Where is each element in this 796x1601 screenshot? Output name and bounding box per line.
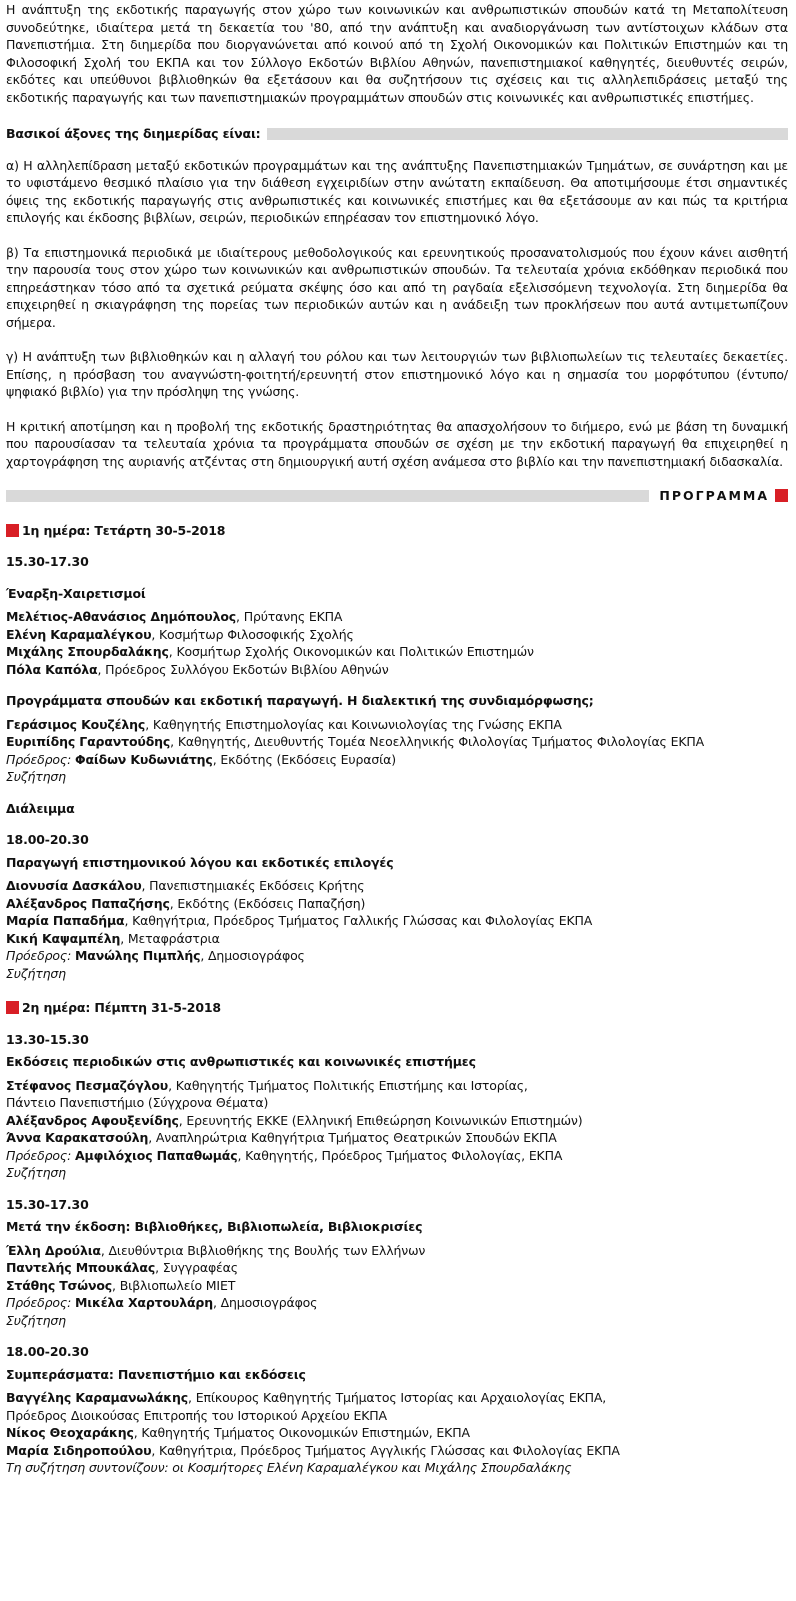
person-name: Γεράσιμος Κουζέλης	[6, 716, 146, 732]
axis-paragraph-a: α) Η αλληλεπίδραση μεταξύ εκδοτικών προγραμμάτων και της ανάπτυξης Πανεπιστημιακών Τμημάτων, σε συνάρτηση και με το υφιστάμενο θεσμικό πλαίσιο για την διάθεση εγχειριδίων στην ανώτατη εκπαίδευση. Θα αποτιμήσουμε έτσι σημαντικές όψεις της εκδοτικής παραγωγής στις ανθρωπιστικές και κοινωνικές επιστήμες και θα εξετάσουμε αν και πώς τα κριτήρια επιλογής και έκδοσης βιβλίων, σειρών, περιοδικών επηρέασαν τον επιστημονικό λόγο.	[6, 157, 788, 225]
day-1-title: 1η ημέρα: Τετάρτη 30-5-2018	[22, 522, 226, 538]
person-name: Έλλη Δρούλια	[6, 1242, 101, 1258]
person-name: Άννα Καρακατσούλη	[6, 1130, 149, 1145]
chair-line	[6, 947, 788, 965]
person-name: Βαγγέλης Καραμανωλάκης	[6, 1390, 189, 1405]
gray-rule	[267, 128, 788, 140]
list-item-continuation: Πάντειο Πανεπιστήμιο (Σύγχρονα Θέματα)	[6, 1095, 269, 1110]
session-time: 18.00-20.30	[6, 832, 89, 847]
speakers-list	[6, 1242, 788, 1330]
opening-title: Έναρξη-Χαιρετισμοί	[6, 585, 146, 601]
person-name: Μιχάλης Σπουρδαλάκης	[6, 644, 169, 659]
person-name: Παντελής Μπουκάλας	[6, 1260, 156, 1275]
axes-heading	[6, 125, 788, 143]
red-square-icon	[6, 1001, 19, 1014]
person-name: Πόλα Καπόλα	[6, 661, 98, 677]
day-2-title: 2η ημέρα: Πέμπτη 31-5-2018	[22, 1000, 221, 1015]
session-title: Συμπεράσματα: Πανεπιστήμιο και εκδόσεις	[6, 1366, 306, 1382]
person-role: , Αναπληρώτρια Καθηγήτρια Τμήματος Θεατρικών Σπουδών ΕΚΠΑ	[148, 1130, 557, 1145]
person-name: Στάθης Τσώνος	[6, 1277, 113, 1293]
person-role: , Διευθύντρια Βιβλιοθήκης της Βουλής των Ελλήνων	[100, 1242, 426, 1258]
person-name: Μελέτιος-Αθανάσιος Δημόπουλος	[6, 609, 237, 624]
person-role: , Καθηγητής Τμήματος Οικονομικών Επιστημών, ΕΚΠΑ	[133, 1425, 470, 1440]
day-1-heading	[6, 522, 788, 540]
list-item	[6, 1442, 788, 1460]
gray-rule	[6, 490, 649, 502]
axis-paragraph-b: β) Τα επιστημονικά περιοδικά με ιδιαίτερους μεθοδολογικούς και ερευνητικούς προσανατολισμούς που έχουν κάνει αισθητή την παρουσία τους στον χώρο των κοινωνικών και ανθρωπιστικών σπουδών. Τα τελευταία χρόνια εκδόθηκαν περιοδικά που επηρεάστηκαν τόσο από τα σχετικά ρεύματα σκέψης όσο και από τη ραγδαία εξελισσόμενη τεχνολογία. Στη διημερίδα θα επιχειρηθεί η σκιαγράφηση της πορείας των περιοδικών αυτών και η ανάδειξη των προκλήσεων που αυτά αντιμετωπίζουν σήμερα.	[6, 244, 788, 330]
list-item	[6, 1242, 788, 1260]
list-item	[6, 930, 788, 948]
person-name: Ελένη Καραμαλέγκου	[6, 626, 152, 642]
list-item	[6, 1129, 788, 1147]
person-role: , Καθηγήτρια, Πρόεδρος Τμήματος Αγγλικής Γλώσσας και Φιλολογίας ΕΚΠΑ	[151, 1442, 620, 1458]
person-role: , Ερευνητής ΕΚΚΕ (Ελληνική Επιθεώρηση Κοινωνικών Επιστημών)	[178, 1112, 583, 1128]
chair-line	[6, 1147, 788, 1165]
person-role: , Καθηγητής, Διευθυντής Τομέα Νεοελληνικής Φιλολογίας Τμήματος Φιλολογίας ΕΚΠΑ	[170, 734, 705, 749]
greetings-list	[6, 608, 788, 678]
list-item	[6, 1112, 788, 1130]
person-role: , Συγγραφέας	[155, 1260, 238, 1275]
red-square-icon	[775, 489, 788, 502]
person-role: , Εκδότης (Εκδόσεις Ευρασία)	[212, 751, 396, 767]
chair-line	[6, 751, 788, 769]
person-role: , Βιβλιοπωλείο ΜΙΕΤ	[112, 1277, 236, 1293]
list-item-continuation: Πρόεδρος Διοικούσας Επιτροπής του Ιστορικού Αρχείου ΕΚΠΑ	[6, 1407, 387, 1423]
day-2-heading	[6, 999, 788, 1017]
list-item	[6, 716, 788, 734]
person-role: , Κοσμήτωρ Φιλοσοφικής Σχολής	[151, 626, 354, 642]
list-item	[6, 1277, 788, 1295]
person-name: Μικέλα Χαρτουλάρη	[75, 1295, 213, 1310]
list-item	[6, 608, 788, 626]
discussion-label: Συζήτηση	[6, 965, 66, 981]
person-role: , Επίκουρος Καθηγητής Τμήματος Ιστορίας και Αρχαιολογίας ΕΚΠΑ,	[188, 1390, 607, 1405]
program-heading	[6, 487, 788, 505]
chair-label: Πρόεδρος:	[6, 751, 72, 767]
list-item	[6, 1424, 788, 1442]
person-name: Αλέξανδρος Αφουξενίδης	[6, 1112, 179, 1128]
document-page	[0, 1, 795, 1477]
person-role: , Μεταφράστρια	[120, 930, 220, 946]
list-item	[6, 895, 788, 913]
list-item	[6, 1259, 788, 1277]
session-title: Μετά την έκδοση: Βιβλιοθήκες, Βιβλιοπωλεία, Βιβλιοκρισίες	[6, 1219, 423, 1234]
person-role: , Δημοσιογράφος	[212, 1295, 318, 1310]
speakers-list	[6, 1077, 788, 1182]
session-time: 18.00-20.30	[6, 1344, 89, 1359]
chair-line	[6, 1294, 788, 1312]
person-role: , Καθηγήτρια, Πρόεδρος Τμήματος Γαλλικής Γλώσσας και Φιλολογίας ΕΚΠΑ	[124, 913, 593, 928]
person-role: , Εκδότης (Εκδόσεις Παπαζήση)	[169, 895, 366, 911]
person-name: Μανώλης Πιμπλής	[75, 948, 201, 963]
person-role: , Καθηγητής Επιστημολογίας και Κοινωνιολογίας της Γνώσης ΕΚΠΑ	[145, 716, 562, 732]
session-title: Προγράμματα σπουδών και εκδοτική παραγωγή. Η διαλεκτική της συνδιαμόρφωσης;	[6, 693, 594, 708]
session-title: Παραγωγή επιστημονικού λόγου και εκδοτικές επιλογές	[6, 854, 394, 870]
red-square-icon	[6, 524, 19, 537]
person-name: Μαρία Παπαδήμα	[6, 913, 125, 928]
person-role: , Καθηγητής, Πρόεδρος Τμήματος Φιλολογίας, ΕΚΠΑ	[237, 1147, 563, 1163]
break-label: Διάλειμμα	[6, 800, 75, 816]
person-role: , Δημοσιογράφος	[200, 948, 305, 963]
list-item	[6, 1389, 788, 1407]
list-item	[6, 733, 788, 751]
speakers-list	[6, 716, 788, 786]
session-time: 15.30-17.30	[6, 1196, 89, 1212]
person-role: , Πρόεδρος Συλλόγου Εκδοτών Βιβλίου Αθηνών	[97, 661, 389, 677]
person-role: , Πανεπιστημιακές Εκδόσεις Κρήτης	[141, 878, 365, 893]
program-heading-label: ΠΡΟΓΡΑΜΜΑ	[659, 488, 769, 503]
list-item	[6, 1077, 788, 1095]
person-name: Στέφανος Πεσμαζόγλου	[6, 1077, 169, 1093]
session-title: Εκδόσεις περιοδικών στις ανθρωπιστικές και κοινωνικές επιστήμες	[6, 1054, 476, 1069]
discussion-label: Συζήτηση	[6, 769, 66, 784]
person-name: Φαίδων Κυδωνιάτης	[75, 751, 213, 767]
person-name: Κική Καψαμπέλη	[6, 930, 121, 946]
person-name: Διονυσία Δασκάλου	[6, 878, 142, 893]
person-name: Νίκος Θεοχαράκης	[6, 1425, 134, 1440]
person-name: Μαρία Σιδηροπούλου	[6, 1442, 152, 1458]
person-name: Ευριπίδης Γαραντούδης	[6, 734, 171, 749]
list-item	[6, 912, 788, 930]
person-role: , Πρύτανης ΕΚΠΑ	[236, 609, 343, 624]
session-time: 13.30-15.30	[6, 1031, 89, 1047]
moderators-note: Τη συζήτηση συντονίζουν: οι Κοσμήτορες Ελένη Καραμαλέγκου και Μιχάλης Σπουρδαλάκης	[6, 1460, 572, 1475]
intro-paragraph: Η ανάπτυξη της εκδοτικής παραγωγής στον χώρο των κοινωνικών και ανθρωπιστικών σπουδών κατά τη Μεταπολίτευση συνοδεύτηκε, ιδιαίτερα μετά τη δεκαετία του '80, από την ανάπτυξη και αναδιοργάνωση των αντίστοιχων κλάδων στα Πανεπιστήμια. Στη διημερίδα που διοργανώνεται από κοινού από τη Σχολή Οικονομικών και Πολιτικών Επιστημών και τη Φιλοσοφική Σχολή του ΕΚΠΑ και τον Σύλλογο Εκδοτών Βιβλίου Αθηνών, πανεπιστημιακοί καθηγητές, διευθυντές σειρών, εκδότες και υπεύθυνοι βιβλιοθηκών θα εξετάσουν και θα συζητήσουν τις σχέσεις και τις αλληλεπιδράσεις μεταξύ της εκδοτικής παραγωγής και των πανεπιστημιακών προγραμμάτων σπουδών στις κοινωνικές και ανθρωπιστικές επιστήμες.	[6, 2, 788, 105]
person-role: , Κοσμήτωρ Σχολής Οικονομικών και Πολιτικών Επιστημών	[168, 644, 534, 659]
chair-label: Πρόεδρος:	[6, 1147, 72, 1163]
closing-paragraph: Η κριτική αποτίμηση και η προβολή της εκδοτικής δραστηριότητας θα απασχολήσουν το διήμερο, ενώ με βάση τη δυναμική που παρουσίασαν τα τελευταία χρόνια τα προγράμματα σπουδών σε σχέση με την εκδοτική παραγωγή θα επιχειρηθεί η χαρτογράφηση της αυριανής ατζέντας στη δημιουργική αυτή σχέση ανάμεσα στο βιβλίο και την πανεπιστημιακή διδασκαλία.	[6, 418, 788, 469]
chair-label: Πρόεδρος:	[6, 1295, 72, 1310]
person-name: Αμφιλόχιος Παπαθωμάς	[75, 1147, 238, 1163]
session-time: 15.30-17.30	[6, 554, 89, 569]
list-item	[6, 643, 788, 661]
discussion-label: Συζήτηση	[6, 1312, 66, 1328]
speakers-list	[6, 1389, 788, 1477]
axis-paragraph-c: γ) Η ανάπτυξη των βιβλιοθηκών και η αλλαγή του ρόλου και των λειτουργιών των βιβλιοπωλείων τις τελευταίες δεκαετίες. Επίσης, η πρόσβαση του αναγνώστη-φοιτητή/ερευνητή στον επιστημονικό λόγο και η σημασία του μορφότυπου (έντυπο/ ψηφιακό βιβλίο) για την πρόσληψη της γνώσης.	[6, 349, 788, 399]
discussion-label: Συζήτηση	[6, 1165, 66, 1180]
person-role: , Καθηγητής Τμήματος Πολιτικής Επιστήμης και Ιστορίας,	[168, 1077, 528, 1093]
list-item	[6, 661, 788, 679]
list-item	[6, 626, 788, 644]
speakers-list	[6, 877, 788, 982]
axes-heading-label: Βασικοί άξονες της διημερίδας είναι:	[6, 126, 261, 141]
person-name: Αλέξανδρος Παπαζήσης	[6, 895, 170, 911]
chair-label: Πρόεδρος:	[6, 948, 72, 963]
list-item	[6, 877, 788, 895]
